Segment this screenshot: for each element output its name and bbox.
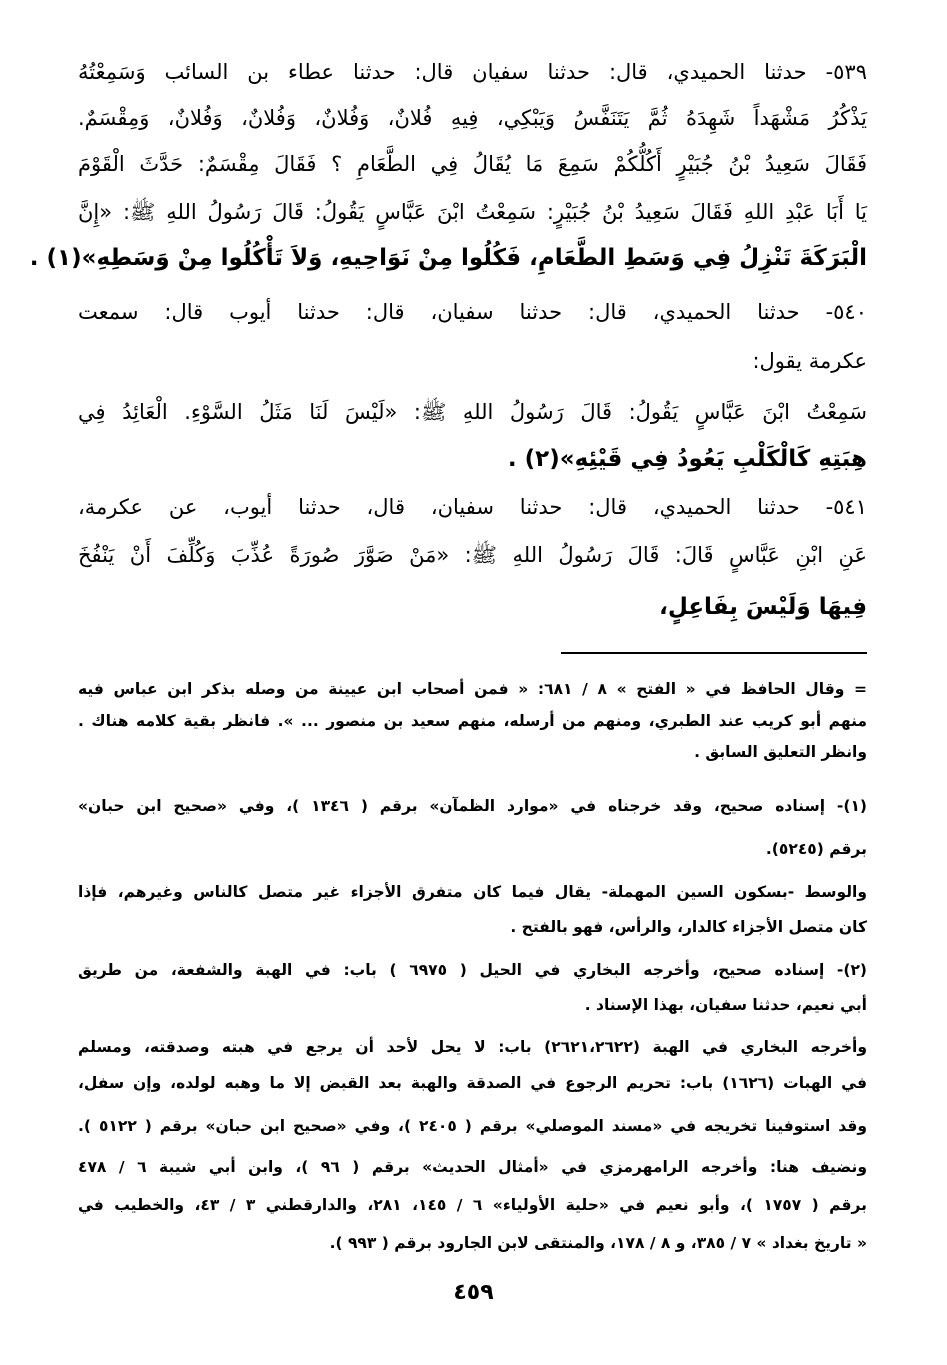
footnote-1-line-2: برقم (٥٢٤٥). bbox=[765, 840, 867, 858]
footnote-continuation-line-1: = وقال الحافظ في « الفتح » ٨ / ٦٨١: « فمن أصحاب ابن عيينة من وصله بذكر ابن عباس فيه bbox=[78, 680, 867, 698]
footnote-continuation-line-2: منهم أبو كريب عند الطبري، ومنهم من أرسله، منهم سعيد بن منصور ... ». فانظر بقية كلامه هناك . bbox=[78, 712, 867, 730]
footnote-1-line-1: (١)- إسناده صحيح، وقد خرجناه في «موارد الظمآن» برقم ( ١٣٤٦ )، وفي «صحيح ابن حبان» bbox=[78, 797, 867, 815]
hadith-540-line-3: سَمِعْتُ ابْنَ عَبَّاسٍ يَقُولُ: قَالَ رَسُولُ اللهِ ﷺ: «لَيْسَ لَنَا مَثَلُ السَّوْءِ. الْعَائِدُ فِي bbox=[78, 400, 867, 424]
footnote-2-line-1: (٢)- إسناده صحيح، وأخرجه البخاري في الحيل ( ٦٩٧٥ ) باب: في الهبة والشفعة، من طريق bbox=[78, 961, 867, 979]
addition-note-line-2: برقم ( ١٧٥٧ )، وأبو نعيم في «حلية الأولياء» ٦ / ١٤٥، ٢٨١، والدارقطني ٣ / ٤٣، والخطيب في bbox=[78, 1196, 867, 1214]
hadith-539-prophetic-text: الْبَرَكَةَ تَنْزِلُ فِي وَسَطِ الطَّعَامِ، فَكُلُوا مِنْ نَوَاحِيهِ، وَلاَ تَأْكُلُوا مِنْ وَسَطِهِ»(١) . bbox=[29, 245, 867, 271]
wasat-note-line-2: كان متصل الأجزاء كالدار، والرأس، فهو بالفتح . bbox=[510, 918, 867, 936]
hadith-540-prophetic-text: هِبَتِهِ كَالْكَلْبِ يَعُودُ فِي قَيْئِهِ»(٢) . bbox=[507, 446, 867, 472]
hadith-540-line-2: عكرمة يقول: bbox=[752, 349, 867, 373]
footnote-2-line-2: أبي نعيم، حدثنا سفيان، بهذا الإسناد . bbox=[584, 996, 867, 1014]
footnote-divider bbox=[561, 652, 867, 654]
bukhari-note-line-2: في الهبات (١٦٢٦) باب: تحريم الرجوع في الصدقة والهبة بعد القبض إلا ما وهبه لولده، وإن سفل، bbox=[78, 1074, 868, 1092]
addition-note-line-1: ونضيف هنا: وأخرجه الرامهرمزي في «أمثال الحديث» برقم ( ٩٦ )، وابن أبي شيبة ٦ / ٤٧٨ bbox=[78, 1158, 867, 1176]
wasat-note-line-1: والوسط -بسكون السين المهملة- يقال فيما كان متفرق الأجزاء غير متصل كالناس وغيرهم، فإذا bbox=[78, 883, 867, 901]
footnote-continuation-line-3: وانظر التعليق السابق . bbox=[694, 743, 867, 761]
addition-note-line-3: « تاريخ بغداد » ٧ / ٣٨٥، و ٨ / ١٧٨، والمنتقى لابن الجارود برقم ( ٩٩٣ ). bbox=[329, 1234, 867, 1252]
hadith-539-line-4: يَا أَبَا عَبْدِ اللهِ فَقَالَ سَعِيدُ بْنُ جُبَيْرٍ: سَمِعْتُ ابْنَ عَبَّاسٍ يَقُولُ: قَالَ رَسُولُ اللهِ ﷺ: «إِنَّ bbox=[78, 200, 867, 224]
hadith-540-line-1: ٥٤٠- حدثنا الحميدي، قال: حدثنا سفيان، قال: حدثنا أيوب قال: سمعت bbox=[78, 300, 867, 324]
hadith-541-line-1: ٥٤١- حدثنا الحميدي، قال: حدثنا سفيان، قال، حدثنا أيوب، عن عكرمة، bbox=[78, 495, 867, 519]
hadith-541-prophetic-text: فِيهَا وَلَيْسَ بِفَاعِلٍ، bbox=[659, 594, 867, 620]
mawsili-note: وقد استوفينا تخريجه في «مسند الموصلي» برقم ( ٢٤٠٥ )، وفي «صحيح ابن حبان» برقم ( ٥١٢٢ ). bbox=[78, 1117, 868, 1135]
hadith-541-line-2: عَنِ ابْنِ عَبَّاسٍ قَالَ: قَالَ رَسُولُ اللهِ ﷺ: «مَنْ صَوَّرَ صُورَةً عُذِّبَ وَكُلِّفَ أَنْ يَنْفُخَ bbox=[78, 543, 867, 567]
hadith-539-line-1: ٥٣٩- حدثنا الحميدي، قال: حدثنا سفيان قال: حدثنا عطاء بن السائب وَسَمِعْتُهُ bbox=[78, 60, 867, 84]
hadith-539-line-3: فَقَالَ سَعِيدُ بْنُ جُبَيْرٍ أَكُلُّكُمْ سَمِعَ مَا يُقَالُ فِي الطَّعَامِ ؟ فَقَالَ مِقْسَمٌ: حَدَّثَ الْقَوْمَ bbox=[78, 152, 867, 176]
page-number: ٤٥٩ bbox=[453, 1280, 494, 1305]
hadith-539-line-2: يَذْكُرُ مَشْهَداً شَهِدَهُ ثُمَّ يَتَنَفَّسُ وَيَبْكِي، فِيهِ فُلانٌ، وَفُلانٌ، وَفُلانٌ، وَفُلانٌ، وَمِقْسَمٌ. bbox=[78, 106, 867, 130]
bukhari-note-line-1: وأخرجه البخاري في الهبة (٢٦٢١،٢٦٢٢) باب: لا يحل لأحد أن يرجع في هبته وصدقته، ومسلم bbox=[78, 1038, 867, 1056]
